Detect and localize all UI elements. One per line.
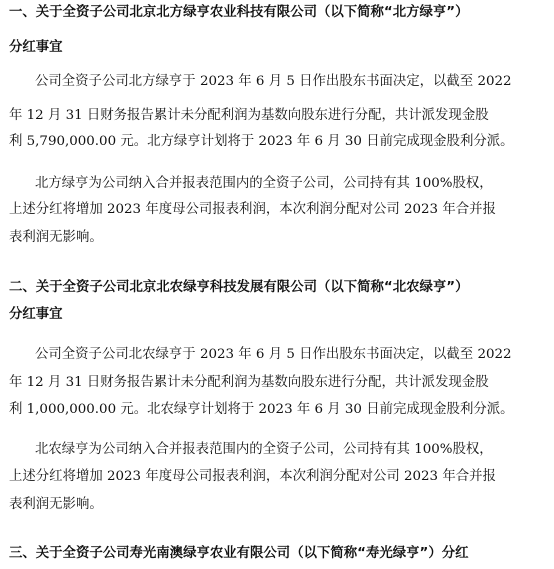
section-2-heading-line-2: 分红事宜 <box>9 307 63 322</box>
section-2-heading-line-1: 二、关于全资子公司北京北农绿亨科技发展有限公司（以下简称“北农绿亨”） <box>9 280 469 295</box>
section-1-paragraph-1-line-3: 利 5,790,000.00 元。北方绿亨计划将于 2023 年 6 月 30 日前完成现金股利分派。 <box>9 134 514 149</box>
section-1-paragraph-2-line-2: 上述分红将增加 2023 年度母公司报表利润，本次利润分配对公司 2023 年合并报 <box>9 202 496 217</box>
section-2-paragraph-2-line-2: 上述分红将增加 2023 年度母公司报表利润，本次利润分配对公司 2023 年合并报 <box>9 469 496 484</box>
section-1-paragraph-2-line-1: 北方绿亨为公司纳入合并报表范围内的全资子公司，公司持有其 100%股权， <box>35 176 493 191</box>
section-2-paragraph-2-line-3: 表利润无影响。 <box>9 497 103 512</box>
section-2-paragraph-2-line-1: 北农绿亨为公司纳入合并报表范围内的全资子公司，公司持有其 100%股权， <box>35 442 493 457</box>
section-2-paragraph-1-line-1: 公司全资子公司北农绿亨于 2023 年 6 月 5 日作出股东书面决定，以截至 2022 <box>35 347 512 362</box>
section-1-paragraph-1-line-2: 年 12 月 31 日财务报告累计未分配利润为基数向股东进行分配，共计派发现金股 <box>9 108 489 123</box>
section-2-paragraph-1-line-2: 年 12 月 31 日财务报告累计未分配利润为基数向股东进行分配，共计派发现金股 <box>9 375 489 390</box>
section-1-heading-line-2: 分红事宜 <box>9 40 63 55</box>
section-1-paragraph-1-line-1: 公司全资子公司北方绿亨于 2023 年 6 月 5 日作出股东书面决定，以截至 2022 <box>35 74 512 89</box>
section-2-paragraph-1-line-3: 利 1,000,000.00 元。北农绿亨计划将于 2023 年 6 月 30 日前完成现金股利分派。 <box>9 402 514 417</box>
section-1-paragraph-2-line-3: 表利润无影响。 <box>9 230 103 245</box>
section-3-heading-line-1: 三、关于全资子公司寿光南澳绿亨农业有限公司（以下简称“寿光绿亨”）分红 <box>9 546 469 561</box>
section-1-heading-line-1: 一、关于全资子公司北京北方绿亨农业科技有限公司（以下简称“北方绿亨”） <box>9 5 469 20</box>
